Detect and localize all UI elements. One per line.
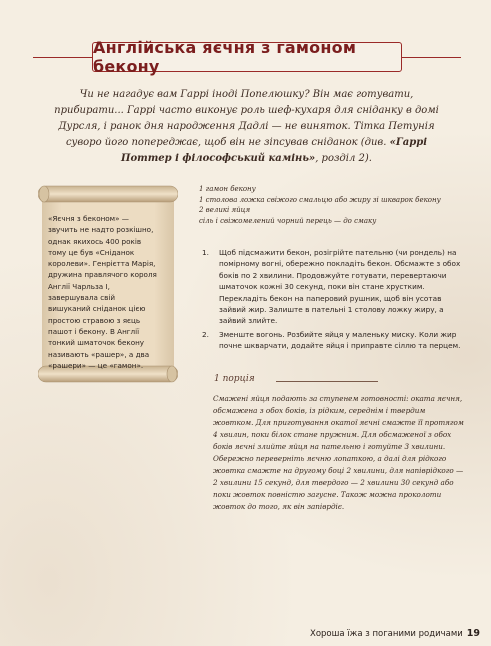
ingredient-item: 2 великі яйця [199, 206, 251, 215]
ingredient-item: 1 гамон бекону [199, 185, 256, 193]
instruction-step [199, 247, 469, 327]
cooking-note: Смажені яйця подають за ступенем готовності: оката яєчня, обсмажена з обох боків, із рідким, середнім і твердим жовтком. Для приготування окатої яєчні смажте її протягом 4 хвилин, поки білок стане пружним. Для обсмаженої з обох боків яєчні злийте яйця на пательню і готуйте 3 хвилини. Обережно переверніть яєчню лопаткою, а далі для рідкого жовтка смажте на другому боці 2 хвилини, для напіврідкого — 2 хвилини 15 секунд, для твердого — 2 хвилини 30 секунд або поки жовток повністю загусне. Також можна проколоти жовток до того, як він запіврдіє. [213, 394, 464, 511]
instructions-list [199, 247, 469, 354]
servings-divider [276, 381, 378, 382]
ingredient-item: сіль і свіжомелений чорний перець — до смаку [199, 217, 377, 226]
page-footer [310, 628, 480, 639]
instruction-step [199, 329, 469, 352]
title-frame [92, 38, 402, 76]
intro-tail: , розділ 2). [315, 153, 372, 164]
step-number: 1. [202, 248, 209, 257]
intro-paragraph [44, 87, 449, 167]
ingredient-item: 1 столова ложка свіжого смальцю або жиру зі шкварок бекону [199, 195, 441, 204]
step-number: 2. [202, 329, 209, 339]
step-text: Щоб підсмажити бекон, розігрійте пательню (чи рондель) на помірному вогні, обережно покладіть бекон. Обсмажте з обох боків по 2 хвилини. Продовжуйте готувати, перевертаючи шматочок кожні 30 секунд, поки він стане хрустким. Перекладіть бекон на паперовий рушник, щоб він усотав зайвий жир. Залиште в пательні 1 столову ложку жиру, а зайвий злийте. [219, 248, 461, 326]
step-text: Зменште вогонь. Розбийте яйця у маленьку миску. Коли жир почне шкварчати, додайте яйця і приправте сіллю та перцем. [219, 329, 461, 351]
servings-label: 1 порція [214, 374, 255, 384]
book-section-title: Хороша їжа з поганими родичами [310, 629, 463, 639]
intro-text: Чи не нагадує вам Гаррі іноді Попелюшку? Він має готувати, прибирати... Гаррі часто виконує роль шеф-кухаря для сніданку в домі Дурсля, і ранок дня народження Дадлі — не виняток. Тітка Петунія суворо його попереджає, щоб він не зіпсував сніданок (див. [54, 89, 439, 148]
intro-book-reference: «Гаррі Поттер і філософський камінь» [121, 137, 428, 164]
sidebar-note: «Яєчня з беконом» — звучить не надто розкішно, однак якихось 400 років тому це був «Сніданок королеви». Генрієтта Марія, дружина правлячого короля Англії Чарльза І, завершувала свій вишуканий сніданок цією простою стравою з яєць пашот і бекону. В Англії тонкий шматочок бекону називають «рашер», а два «рашери» — це «гамон». [48, 214, 157, 370]
page-number: 19 [466, 628, 481, 639]
ingredients-list [199, 184, 459, 227]
servings [214, 374, 434, 388]
page-title: Англійська яєчня з гамоном бекону [93, 38, 357, 76]
